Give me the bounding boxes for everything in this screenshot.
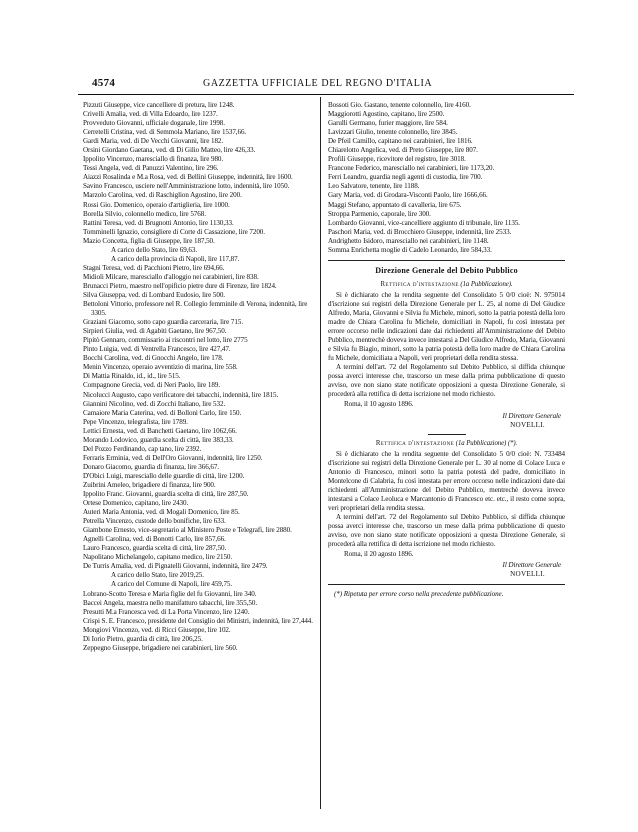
pension-entry: Somma Enrichetta moglie di Cadelo Leonardo, lire 584,33.: [328, 245, 492, 254]
pension-entry: Lavizzari Giulio, tenente colonnello, lire 3845.: [328, 128, 458, 137]
notice-separator: [428, 434, 466, 435]
pension-entry: Graziani Giacomo, sotto capo guardia carceraria, lire 715.: [83, 318, 244, 327]
footnote-text: Ripetuta per errore corso nella precedente pubblicazione.: [343, 590, 504, 599]
page-number: 4574: [92, 77, 116, 89]
pension-entry: Ferraris Erminia, ved. di Dell'Oro Giovanni, indennità, lire 1250.: [83, 453, 263, 462]
pension-entry: Baccei Angela, maestra nello manifatturo tabacchi, lire 355,50.: [83, 598, 258, 607]
notice-title-suffix: (1a Pubblicazione) (*).: [455, 439, 518, 447]
pension-entry: Nicolucci Augusto, capo verificatore dei tabacchi, indennità, lire 1815.: [83, 390, 279, 399]
notice-title-prefix: Rettifica d'intestazione: [375, 439, 455, 447]
pension-entry: Petrella Vincenzo, custode dello bonifiche, lire 633.: [83, 517, 226, 526]
pension-entry: Maggiorotti Agostino, capitano, lire 2500.: [328, 110, 445, 119]
pension-entry: Marzolo Carolina, ved. di Raschiglion Agostino, lire 200.: [83, 191, 242, 200]
pension-entry: Ippolito Franc. Giovanni, guardia scelta di città, lire 287,50.: [83, 490, 249, 499]
pension-entry: Chiarelotto Angelica, ved. di Preto Giuseppe, lire 807.: [328, 146, 478, 155]
pension-entry: Profili Giuseppe, ricevitore del registro, lire 3018.: [328, 155, 466, 164]
pension-entry: Garulli Germano, furier maggiore, lire 584.: [328, 119, 448, 128]
notice-rettifica-2: [328, 439, 565, 580]
pension-entry: De Pfeil Camillo, capitano nei carabinieri, lire 1816.: [328, 137, 473, 146]
pension-entry: Mazio Concetta, figlia di Giuseppe, lire 187,50.: [83, 236, 215, 245]
pension-entry: Gary Maria, ved. di Grodara-Visconti Paolo, lire 1666,66.: [328, 191, 488, 200]
pension-entry: A carico dello Stato, lire 2019,25.: [111, 571, 204, 580]
gazette-title: GAZZETTA UFFICIALE DEL REGNO D'ITALIA: [203, 78, 433, 89]
pension-entry: Camaiore Maria Caterina, ved. di Bolloni Carlo, lire 150.: [83, 408, 242, 417]
pension-entry: Maggi Stefano, appuntato di cavalleria, lire 675.: [328, 200, 462, 209]
pension-entry: Sirpieri Giulia, ved. di Agabiti Gaetano, lire 967,50.: [83, 327, 227, 336]
pension-entry: Aiazzi Rosalinda e M.a Rosa, ved. di Bellini Giuseppe, indennità, lire 1600.: [83, 173, 293, 182]
notice-paragraph: Si è dichiarato che la rendita seguente del Consolidato 5 0/0 cioè: N. 975014 d'iscrizione sui registri della Direzione Generale per L. 25, al nome di Del Giudice Alfredo, Maria, Giovanni e Silvia fu Michele, minori, sotto la patria potestà della loro madre de Chiara Carolina fu Michele, domiciliati in Napoli, fu così intestata per errore occorso nelle indicazioni date dai richiedenti all'Amministrazione del Debito Pubblico, mentrechè doveva invece intestarsi a Del Giudice Alfredo, Maria, Giovanni e Silvia fu Biagio, minori, sotto la patria potestà della loro madre de Chiara Carolina fu Michele, domiciliata a Napoli, veri proprietari della rendita stessa.: [328, 290, 565, 363]
pension-entry: Francone Federico, maresciallo nei carabinieri, lire 1173,20.: [328, 164, 495, 173]
pension-entry: Tomminelli Ignazio, consigliere di Corte di Cassazione, lire 7200.: [83, 227, 265, 236]
notice-paragraph: Si è dichiarato che la rendita seguente del Consolidato 5 0/0 cioè: N. 733484 d'iscrizione sui registri della Direzione Generale per L. 30 al nome di Colace Luca e Antonio di Francesco, minori sotto la patria potestà del padre, domiciliato in Montelcone di Calabria, fu così intestata per errore occorso nelle indicazioni date dai richiedenti all'Amministrazione del Debito Pubblico, mentrechè doveva invece intestarsi a Colace Leoluca e Marcantonio di Francesco etc. etc., il resto come sopra, veri proprietari della rendita stessa.: [328, 449, 565, 512]
pension-list-continued: [328, 101, 565, 255]
section-title: Direzione Generale del Debito Pubblico: [375, 265, 518, 275]
notice-title-suffix: (1a Pubblicazione).: [460, 280, 513, 288]
pension-entry: Crivelli Amalia, ved. di Villa Edoardo, lire 1237.: [83, 110, 218, 119]
pension-entry: Stroppa Parmenio, caporale, lire 300.: [328, 209, 431, 218]
pension-entry: Brunacci Pietro, maestro nell'opificio pietre dure di Firenze, lire 1824.: [83, 281, 277, 290]
pension-entry: Savino Francesco, usciere nell'Amministrazione lotto, indennità, lire 1050.: [83, 182, 290, 191]
pension-entry: A carico del Comune di Napoli, lire 459,75.: [111, 580, 233, 589]
column-divider: [320, 97, 321, 809]
pension-entry: Paschori Maria, ved. di Brocchiero Giuseppe, indennità, lire 2533.: [328, 227, 512, 236]
pension-entry: Di Iorio Pietro, guardia di città, lire 206,25.: [83, 634, 203, 643]
pension-entry: De Turris Amalia, ved. di Pignatelli Giovanni, indennità, lire 2479.: [83, 562, 268, 571]
pension-entry: Lauro Francesco, guardia scelta di città, lire 287,50.: [83, 544, 227, 553]
pension-entry: Leo Salvatore, tenente, lire 1188.: [328, 182, 420, 191]
pension-entry: Di Mattia Rinaldo, id., id., lire 515.: [83, 372, 181, 381]
pension-entry: Presutti M.a Francesca ved. di La Porta Vincenzo, lire 1240.: [83, 607, 250, 616]
footnote: [328, 590, 565, 599]
pension-entry: Provveduto Giovanni, ufficiale doganale, lire 1998.: [83, 119, 225, 128]
pension-entry: Pepe Vincenzo, telegrafista, lire 1789.: [83, 417, 188, 426]
pension-entry: A carico della provincia di Napoli, lire 117,87.: [111, 254, 240, 263]
pension-entry: D'Obici Luigi, maresciallo delle guardie di città, lire 1200.: [83, 471, 245, 480]
pension-entry: Pinto Luigia, ved. di Ventrella Francesco, lire 427,47.: [83, 345, 231, 354]
pension-entry: Orsini Giordano Gaetana, ved. di Di Gilio Matteo, lire 426,33.: [83, 146, 256, 155]
pension-entry: Crispi S. E. Francesco, presidente del Consiglio dei Ministri, indennità, lire 27,444.: [83, 616, 313, 625]
right-column: [328, 101, 565, 599]
pension-entry: Rossi Gio. Domenico, operaio d'artiglieria, lire 1000.: [83, 200, 230, 209]
pension-entry: Ortese Domenico, capitano, lire 2430.: [83, 499, 189, 508]
pension-entry: Bettoloni Vittorio, professore nel R. Collegio femminile di Verona, indennità, lire 3305.: [83, 300, 308, 318]
pension-entry: Rattini Teresa, ved. di Brugnotti Antonio, lire 1130,33.: [83, 218, 234, 227]
pension-entry: Mongiovi Vincenzo, ved. di Ricci Giuseppe, lire 102.: [83, 625, 231, 634]
pension-entry: Silva Giuseppa, ved. di Lombard Eudosio, lire 500.: [83, 290, 225, 299]
pension-entry: Morando Lodovico, guardia scelta di città, lire 383,33.: [83, 435, 234, 444]
pension-entry: Napolitano Michelangelo, capitano medico, lire 2150.: [83, 553, 233, 562]
notice-title-prefix: Rettifica d'intestazione: [380, 280, 459, 288]
pension-entry: Lettici Ernesta, ved. di Banchetti Gaetano, lire 1062,66.: [83, 426, 237, 435]
notice-title: [328, 439, 565, 448]
section-rule: [328, 260, 565, 261]
pension-entry: Ferri Leandro, guardia negli agenti di custodia, lire 700.: [328, 173, 483, 182]
pension-entry: Pipitò Gennaro, commissario ai riscontri nel lotto, lire 2775: [83, 336, 248, 345]
footnote-rule: [328, 584, 565, 585]
notice-rettifica-1: [328, 280, 565, 430]
header-rule: [78, 94, 574, 95]
pension-entry: Del Pozzo Ferdinando, cap tano, lire 2392.: [83, 444, 202, 453]
pension-entry: Lombardo Giovanni, vice-cancelliere aggiunto di tribunale, lire 1135.: [328, 218, 520, 227]
notice-date: Roma, il 10 agosto 1896.: [344, 400, 414, 409]
pension-entry: Andrighetto Isidoro, maresciallo nei carabinieri, lire 1148.: [328, 236, 489, 245]
left-column: [83, 101, 315, 653]
notice-date: Roma, il 20 agosto 1896.: [344, 550, 414, 559]
pension-entry: Pizzuti Giuseppe, vice cancelliere di pretura, lire 1248.: [83, 101, 235, 109]
notice-paragraph: A termini dell'art. 72 del Regolamento sul Debito Pubblico, si diffida chiunque possa averci interesse che, trascorso un mese dalla prima pubblicazione di questo avviso, ove non siano state notificate opposizioni a questa Direzione Generale, si procederà alla rettifica di detta iscrizione nel modo richiesto.: [328, 512, 565, 549]
pension-entry: Midioli Milcare, maresciallo d'alloggio nei carabinieri, lire 838.: [83, 272, 259, 281]
notice-title: [328, 280, 565, 289]
notice-paragraph: A termini dell'art. 72 del Regolamento sul Debito Pubblico, si diffida chiunque possa averci interesse che, trascorso un mese dalla prima pubblicazione di questo avviso, ove non siano state notificate opposizioni a questa Direzione Generale, si procederà alla rettifica di detta iscrizione nel modo richiesto.: [328, 363, 565, 399]
pension-entry: Tessi Angela, ved. di Panuzzi Valentino, lire 296.: [83, 164, 219, 173]
signer-role: Il Direttore Generale: [502, 561, 561, 570]
pension-entry: Donaro Giacomo, guardia di finanza, lire 366,67.: [83, 462, 220, 471]
pension-entry: Ippolito Vincenzo, maresciallo di finanza, lire 980.: [83, 155, 224, 164]
pension-entry: Lobrano-Scotto Teresa e Maria figlie del fu Giovanni, lire 340.: [83, 589, 257, 598]
pension-entry: Giannini Nicolino, ved. di Zocchi Italiano, lire 532.: [83, 399, 226, 408]
pension-entry: Auteri Maria Antonia, ved. di Mogali Domenico, lire 85.: [83, 508, 240, 517]
pension-entry: A carico dello Stato, lire 69,63.: [111, 245, 198, 254]
pension-entry: Zuibrini Ameleo, brigadiere di finanza, lire 900.: [83, 480, 216, 489]
pension-entry: Borella Silvio, colonnello medico, lire 5768.: [83, 209, 206, 218]
signer-role: Il Direttore Generale: [502, 411, 561, 420]
pension-entry: Bocchi Carolina, ved. di Gnocchi Angelo, lire 178.: [83, 354, 224, 363]
pension-entry: Gardi Maria, ved. di De Vecchi Giovanni, lire 182.: [83, 137, 224, 146]
pension-entry: Menin Vincenzo, operaio avventizio di marina, lire 558.: [83, 363, 238, 372]
pension-entry: Cerretelli Cristina, ved. di Semmola Mariano, lire 1537,66.: [83, 128, 247, 137]
pension-entry: Stagni Teresa, ved. di Pacchioni Pietro, lire 694,66.: [83, 263, 225, 272]
pension-entry: Agnelli Carolina, ved. di Bonotti Carlo, lire 857,66.: [83, 535, 226, 544]
pension-entry: Compagnone Grecia, ved. di Neri Paolo, lire 189.: [83, 381, 221, 390]
page-header: [78, 77, 568, 91]
footnote-mark: (*): [334, 590, 343, 599]
signer-name: NOVELLI.: [510, 570, 545, 579]
pension-entry: Bossoti Gio. Gastano, tenente colonnello, lire 4160.: [328, 101, 471, 109]
pension-entry: Zeppegno Giuseppe, brigadiere nei carabinieri, lire 560.: [83, 643, 238, 652]
signer-name: NOVELLI.: [510, 420, 545, 429]
pension-entry: Giambone Ernesto, vice-segretario al Ministero Poste e Telegrafi, lire 2880.: [83, 526, 292, 535]
